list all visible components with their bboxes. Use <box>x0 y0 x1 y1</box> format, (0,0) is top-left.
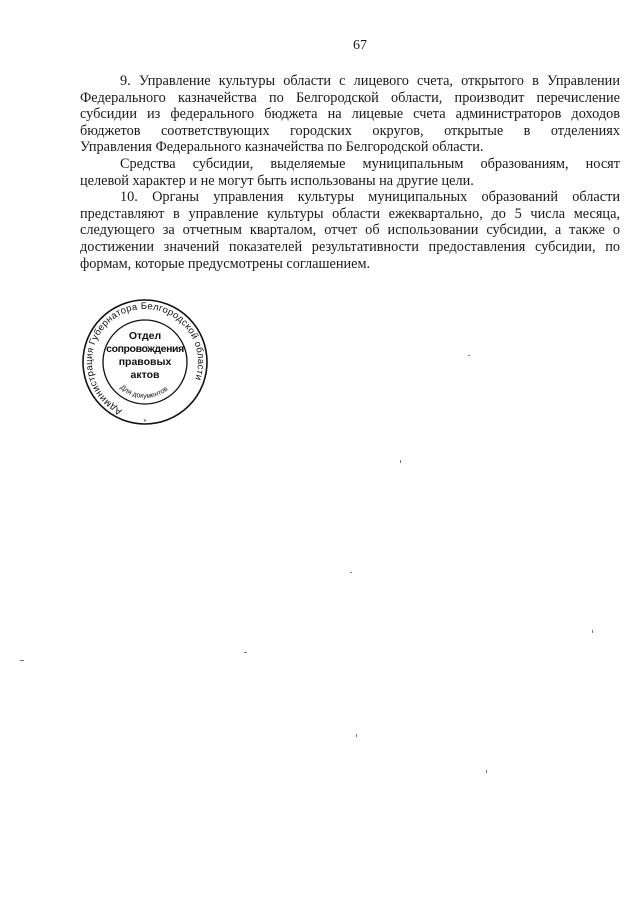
paragraph-9 <box>80 73 620 156</box>
scan-speck <box>20 660 24 661</box>
text-line: следующего за отчетным кварталом, отчет об использовании субсидии, а также о <box>80 222 620 239</box>
text-line: достижении значений показателей результативности предоставления субсидии, по <box>80 238 620 255</box>
scan-speck <box>468 355 470 356</box>
text-line: Средства субсидии, выделяемые муниципальным образованиям, носят <box>120 155 620 172</box>
text-line: Управления Федерального казначейства по Белгородской области. <box>80 139 484 156</box>
scan-speck <box>356 734 357 737</box>
stamp-bottom-text: Для документов <box>118 384 170 401</box>
text-line: 9. Управление культуры области с лицевого счета, открытого в Управлении <box>120 73 620 89</box>
text-line: представляют в управление культуры области ежеквартально, до 5 числа месяца, <box>80 205 620 222</box>
text-line: бюджетов соответствующих городских округов, открытые в отделениях <box>80 122 620 139</box>
stamp-center-line: актов <box>130 369 160 381</box>
paragraph-subsidy-purpose <box>80 156 620 189</box>
stamp-center-line: сопровождения <box>106 343 184 355</box>
official-stamp <box>80 297 210 427</box>
stamp-center-line: Отдел <box>128 330 162 342</box>
page-number: 67 <box>353 38 367 53</box>
text-line: Федерального казначейства по Белгородской области, производит перечисление <box>80 89 620 106</box>
document-body <box>80 73 620 272</box>
paragraph-10 <box>80 189 620 272</box>
scan-speck <box>486 770 487 773</box>
text-line: субсидии из федерального бюджета на лицевые счета администраторов доходов <box>80 106 620 123</box>
text-line: целевой характер и не могут быть использованы на другие цели. <box>80 172 474 189</box>
text-line: формам, которые предусмотрены соглашением. <box>80 255 371 272</box>
stamp-center-line: правовых <box>118 356 172 368</box>
stamp-star-icon: * <box>143 419 147 426</box>
text-line: 10. Органы управления культуры муниципальных образований области <box>120 189 620 206</box>
scan-speck <box>400 460 401 463</box>
scan-speck <box>350 572 352 573</box>
stamp-ring-text: Администрация Губернатора Белгородской области <box>83 300 207 418</box>
scan-speck <box>244 652 247 653</box>
scan-speck <box>592 630 593 633</box>
